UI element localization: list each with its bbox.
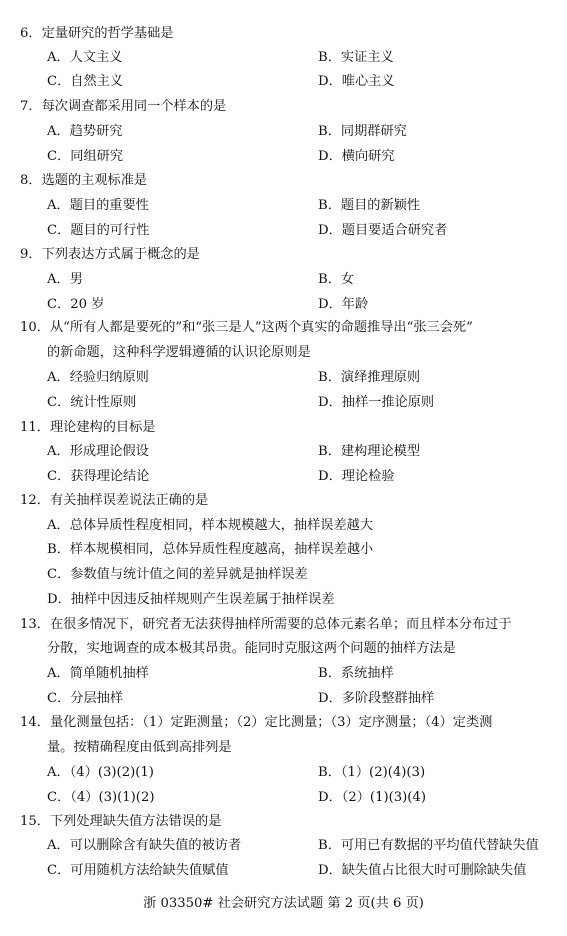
option-c: C．可用随机方法给缺失值赋值 xyxy=(47,863,229,878)
option-c: C．统计性原则 xyxy=(47,395,137,410)
option-b: B．实证主义 xyxy=(318,50,394,65)
option-b: B．系统抽样 xyxy=(318,666,394,681)
option-b: B．女 xyxy=(318,272,355,287)
option-a: A．简单随机抽样 xyxy=(47,666,149,681)
option-d: D．（2）(1)(3)(4) xyxy=(318,790,426,805)
option-a: A．经验归纳原则 xyxy=(47,370,149,385)
question-stem: 13．在很多情况下，研究者无法获得抽样所需要的总体元素名单；而且样本分布过于 xyxy=(20,617,512,632)
option-b: B．建构理论模型 xyxy=(318,444,421,459)
option-d: D．抽样中因违反抽样规则产生误差属于抽样误差 xyxy=(47,592,335,607)
question-stem: 9．下列表达方式属于概念的是 xyxy=(20,247,200,262)
question-stem: 14．量化测量包括：（1）定距测量；（2）定比测量；（3）定序测量；（4）定类测 xyxy=(20,715,493,730)
option-d: D．多阶段整群抽样 xyxy=(318,691,435,706)
option-c: C．参数值与统计值之间的差异就是抽样误差 xyxy=(47,567,308,582)
option-d: D．理论检验 xyxy=(318,469,395,484)
option-d: D．唯心主义 xyxy=(318,74,395,89)
question-stem: 10．从“所有人都是要死的”和“张三是人”这两个真实的命题推导出“张三会死” xyxy=(20,320,473,335)
option-c: C．同组研究 xyxy=(47,149,124,164)
option-d: D．缺失值占比很大时可删除缺失值 xyxy=(318,863,527,878)
question-stem: 6．定量研究的哲学基础是 xyxy=(20,26,174,41)
option-b: B．样本规模相同，总体异质性程度越高，抽样误差越小 xyxy=(47,542,374,557)
option-a: A．总体异质性程度相同，样本规模越大，抽样误差越大 xyxy=(47,518,374,533)
question-stem: 8．选题的主观标准是 xyxy=(20,173,148,188)
option-d: D．抽样一推论原则 xyxy=(318,395,435,410)
question-stem: 量。按精确程度由低到高排列是 xyxy=(47,740,232,755)
option-a: A．男 xyxy=(47,272,83,287)
option-c: C．（4）(3)(1)(2) xyxy=(47,790,155,805)
option-a: A．人文主义 xyxy=(47,50,123,65)
option-c: C．获得理论结论 xyxy=(47,469,150,484)
question-stem: 11．理论建构的目标是 xyxy=(20,420,156,435)
option-c: C．自然主义 xyxy=(47,74,124,89)
option-a: A．题目的重要性 xyxy=(47,198,149,213)
question-stem: 的新命题，这种科学逻辑遵循的认识论原则是 xyxy=(47,345,311,360)
option-d: D．题目要适合研究者 xyxy=(318,223,448,238)
option-c: C．题目的可行性 xyxy=(47,223,150,238)
question-stem: 12．有关抽样误差说法正确的是 xyxy=(20,493,209,508)
option-a: A．趋势研究 xyxy=(47,124,123,139)
option-d: D．年龄 xyxy=(318,297,369,312)
option-d: D．横向研究 xyxy=(318,149,395,164)
option-b: B．题目的新颖性 xyxy=(318,198,421,213)
option-c: C．20 岁 xyxy=(47,297,105,312)
option-b: B．演绎推理原则 xyxy=(318,370,421,385)
option-a: A．形成理论假设 xyxy=(47,444,149,459)
option-a: A．（4）(3)(2)(1) xyxy=(47,765,154,780)
page-footer: 浙 03350# 社会研究方法试题 第 2 页(共 6 页) xyxy=(143,896,424,911)
option-b: B．（1）(2)(4)(3) xyxy=(318,765,426,780)
question-stem: 分散，实地调查的成本极其昂贵。能同时克服这两个问题的抽样方法是 xyxy=(47,641,456,656)
question-stem: 15．下列处理缺失值方法错误的是 xyxy=(20,814,222,829)
option-a: A．可以删除含有缺失值的被访者 xyxy=(47,838,242,853)
question-stem: 7．每次调查都采用同一个样本的是 xyxy=(20,99,227,114)
option-b: B．同期群研究 xyxy=(318,124,407,139)
option-c: C．分层抽样 xyxy=(47,691,124,706)
option-b: B．可用已有数据的平均值代替缺失值 xyxy=(318,838,539,853)
